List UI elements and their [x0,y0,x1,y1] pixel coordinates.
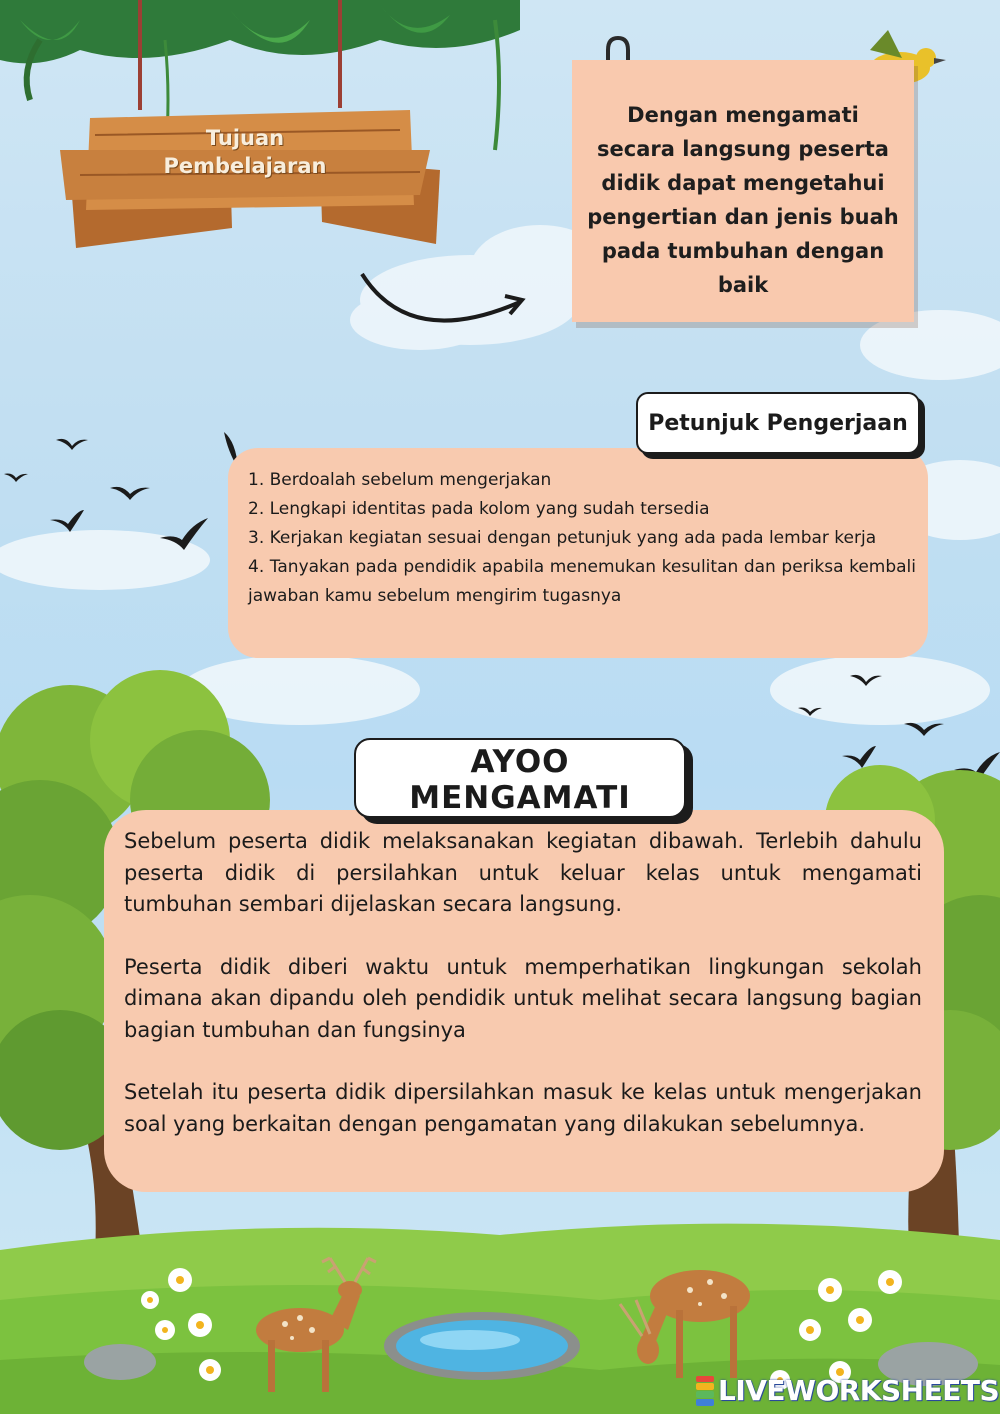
instruction-item: 2. Lengkapi identitas pada kolom yang sudah tersedia [248,499,710,519]
observation-title [354,738,686,818]
liveworksheets-watermark[interactable] [696,1374,999,1407]
watermark-text: LIVEWORKSHEETS [718,1374,1000,1407]
observation-paragraph: Sebelum peserta didik melaksanakan kegiatan dibawah. Terlebih dahulu peserta didik di persilahkan untuk keluar kelas untuk mengamati tumbuhan sembari dijelaskan secara langsung. [124,829,922,916]
logo-letter-v [696,1391,714,1398]
sign-title [160,124,330,180]
sign-title-line1: Tujuan [205,126,285,150]
observation-title-line2: MENGAMATI [409,780,631,816]
logo-letter-i [696,1383,714,1390]
sign-title-line2: Pembelajaran [163,154,327,178]
instruction-item: 4. Tanyakan pada pendidik apabila menemukan kesulitan dan periksa kembali jawaban kamu sebelum mengirim tugasnya [248,557,916,606]
learning-objective-note [572,60,914,322]
observation-paragraph: Setelah itu peserta didik dipersilahkan masuk ke kelas untuk mengerjakan soal yang berkaitan dengan pengamatan yang dilakukan sebelumnya. [124,1080,922,1136]
logo-letter-l [696,1376,714,1383]
instruction-item: 3. Kerjakan kegiatan sesuai dengan petunjuk yang ada pada lembar kerja [248,528,877,548]
instructions-title: Petunjuk Pengerjaan [636,392,920,454]
liveworksheets-logo-icon [696,1376,714,1406]
observation-title-line1: AYOO [470,744,570,780]
logo-letter-e [696,1399,714,1406]
observation-box [104,810,944,1192]
instruction-item: 1. Berdoalah sebelum mengerjakan [248,470,552,490]
instructions-box [228,448,928,658]
learning-objective-text: Dengan mengamati secara langsung peserta didik dapat mengetahui pengertian dan jenis buah pada tumbuhan dengan baik [587,103,899,297]
pond-icon [384,1312,580,1380]
observation-paragraph: Peserta didik diberi waktu untuk memperhatikan lingkungan sekolah dimana akan dipandu oleh pendidik untuk melihat secara langsung bagian bagian tumbuhan dan fungsinya [124,954,922,1042]
